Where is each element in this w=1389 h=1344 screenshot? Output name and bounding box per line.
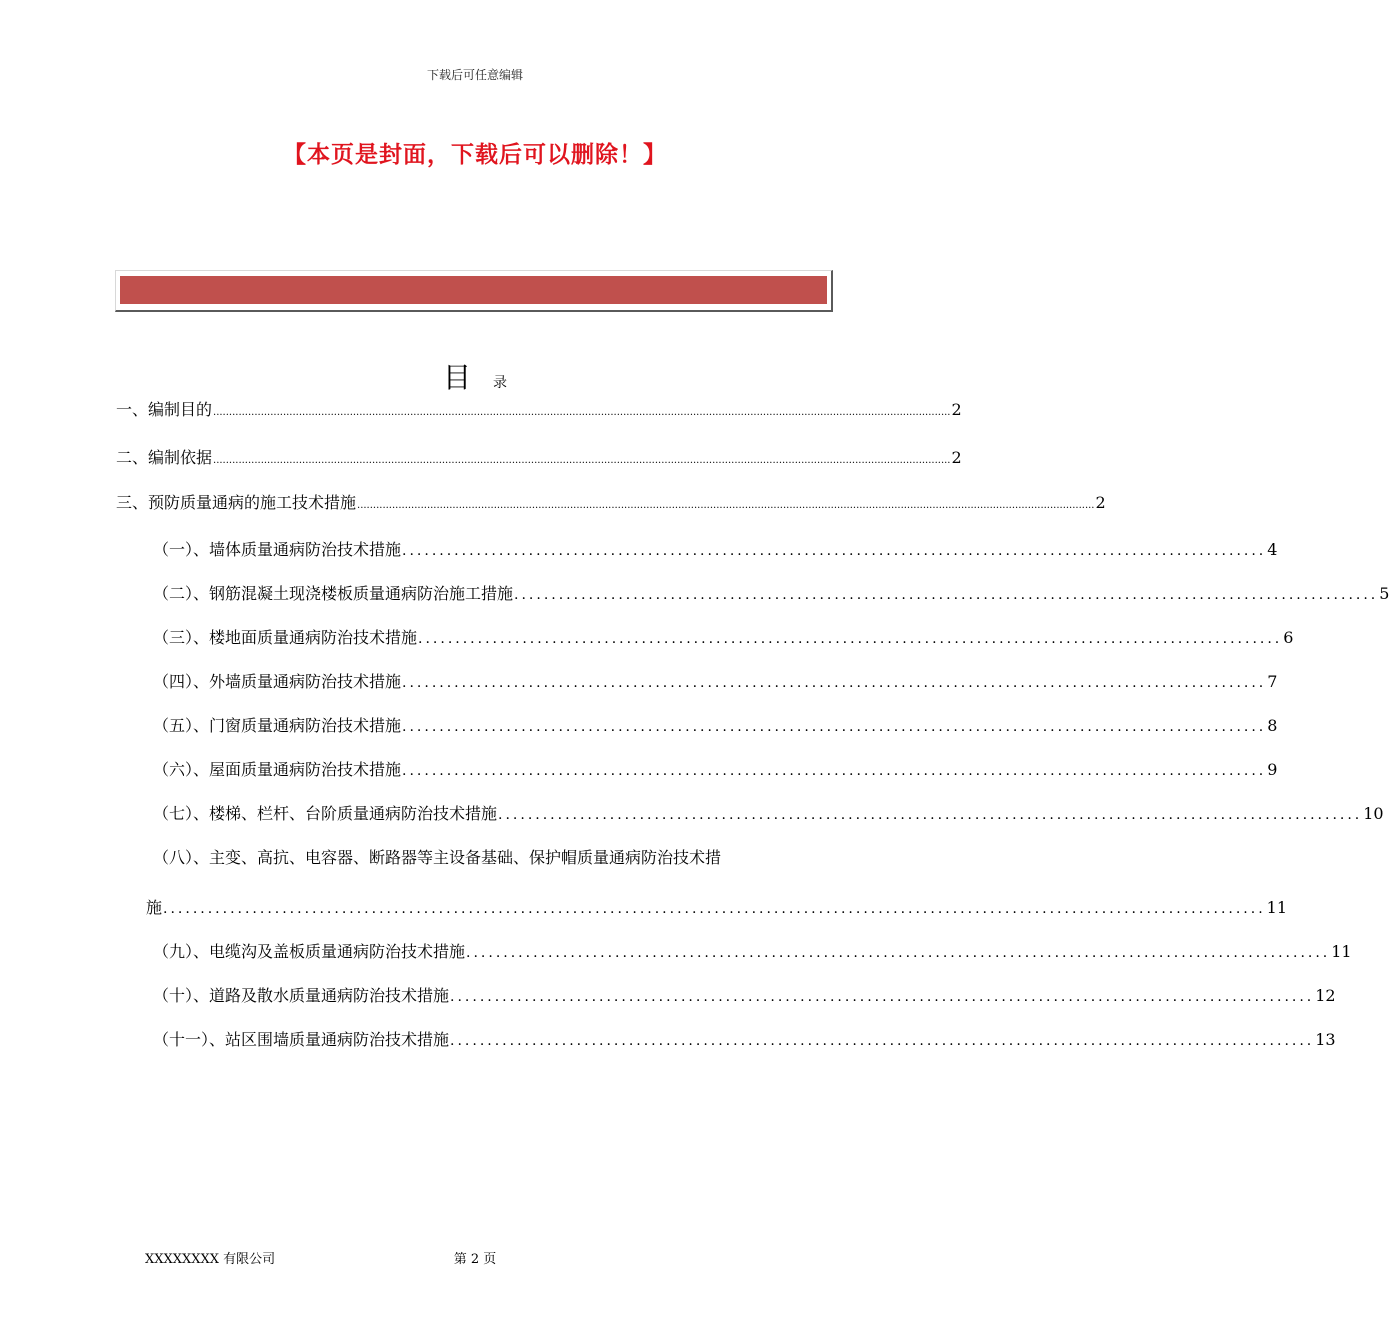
toc-entry-page: 11	[1266, 898, 1288, 917]
toc-entry-label: （四）、外墙质量通病防治技术措施	[153, 672, 402, 691]
toc-leader: ........................................................................................................................................................................................................................................	[213, 455, 951, 466]
toc-leader: ........................................................................................................................................................................................................................................	[357, 500, 1095, 511]
toc-entry[interactable]	[116, 447, 962, 472]
toc-leader: ....................................................................................................................	[402, 675, 1267, 691]
toc-entry-page: 2	[951, 400, 962, 419]
toc-entry-label: （二）、钢筋混凝土现浇楼板质量通病防治施工措施	[153, 584, 514, 603]
toc-entry-label: 二、编制依据	[116, 448, 213, 467]
toc-entry-label: （十一）、站区围墙质量通病防治技术措施	[153, 1030, 450, 1049]
toc-entry-label: （九）、电缆沟及盖板质量通病防治技术措施	[153, 942, 466, 961]
toc-entry-label: （一）、墙体质量通病防治技术措施	[153, 540, 402, 559]
toc-leader: ....................................................................................................................	[450, 989, 1315, 1005]
toc-title	[0, 356, 950, 396]
toc-entry-page: 6	[1283, 628, 1294, 647]
toc-leader: ....................................................................................................................	[402, 763, 1267, 779]
toc-entry-label: 一、编制目的	[116, 400, 213, 419]
toc-entry-label: （七）、楼梯、栏杆、台阶质量通病防治技术措施	[153, 804, 498, 823]
toc-leader: ....................................................................................................................	[450, 1033, 1315, 1049]
toc-entry-page: 7	[1267, 672, 1278, 691]
toc-entry[interactable]	[153, 985, 1336, 1008]
toc-leader: ....................................................................................................................	[498, 807, 1363, 823]
toc-leader: ....................................................................................................................	[402, 543, 1267, 559]
toc-leader: ....................................................................................................................	[402, 719, 1267, 735]
toc-entry-page: 5	[1379, 584, 1389, 603]
toc-leader: ....................................................................................................................	[418, 631, 1283, 647]
toc-entry-label: 三、预防质量通病的施工技术措施	[116, 493, 357, 512]
cover-notice: 【本页是封面，下载后可以删除！】	[283, 142, 667, 168]
toc-leader: ....................................................................................................................	[466, 945, 1331, 961]
toc-entry-page: 8	[1267, 716, 1278, 735]
toc-entry-page: 11	[1331, 942, 1352, 961]
toc-entry-page: 4	[1267, 540, 1278, 559]
toc-entry-label: （八）、主变、高抗、电容器、断路器等主设备基础、保护帽质量通病防治技术措	[153, 848, 722, 867]
toc-entry-label: （三）、楼地面质量通病防治技术措施	[153, 628, 418, 647]
toc-entry-label: （六）、屋面质量通病防治技术措施	[153, 760, 402, 779]
toc-entry-page: 10	[1363, 804, 1384, 823]
toc-entry[interactable]	[153, 759, 1278, 782]
toc-entry-page: 12	[1315, 986, 1336, 1005]
banner-fill	[120, 276, 827, 304]
toc-entry-label: （五）、门窗质量通病防治技术措施	[153, 716, 402, 735]
toc-entry[interactable]	[153, 627, 1294, 650]
toc-entry[interactable]	[153, 1029, 1336, 1052]
toc-entry[interactable]	[153, 671, 1278, 694]
toc-title-main: 目	[442, 361, 471, 394]
toc-leader: ....................................................................................................................................................	[163, 901, 1266, 917]
toc-entry[interactable]	[153, 715, 1278, 738]
toc-entry-label: 施	[146, 898, 163, 917]
toc-leader: ........................................................................................................................................................................................................................................	[213, 407, 951, 418]
toc-entry[interactable]	[153, 803, 1384, 826]
toc-entry[interactable]	[116, 399, 962, 424]
toc-leader: ....................................................................................................................	[514, 587, 1379, 603]
toc-entry[interactable]	[116, 492, 1106, 517]
toc-entry-page: 2	[951, 448, 962, 467]
toc-title-sub: 录	[493, 375, 507, 391]
header-note: 下载后可任意编辑	[426, 68, 523, 82]
toc-entry[interactable]	[153, 941, 1352, 964]
toc-entry-label: （十）、道路及散水质量通病防治技术措施	[153, 986, 450, 1005]
toc-entry-page: 2	[1095, 493, 1106, 512]
toc-entry[interactable]	[153, 539, 1278, 562]
footer-page-number: 第 2 页	[453, 1252, 497, 1267]
toc-entry-page: 13	[1315, 1030, 1336, 1049]
toc-entry[interactable]	[153, 847, 836, 869]
toc-entry[interactable]	[146, 897, 1288, 920]
footer-company: XXXXXXXX 有限公司	[145, 1252, 276, 1267]
toc-entry[interactable]	[153, 583, 1389, 606]
toc-entry-page: 9	[1267, 760, 1278, 779]
decorative-banner	[115, 270, 833, 312]
